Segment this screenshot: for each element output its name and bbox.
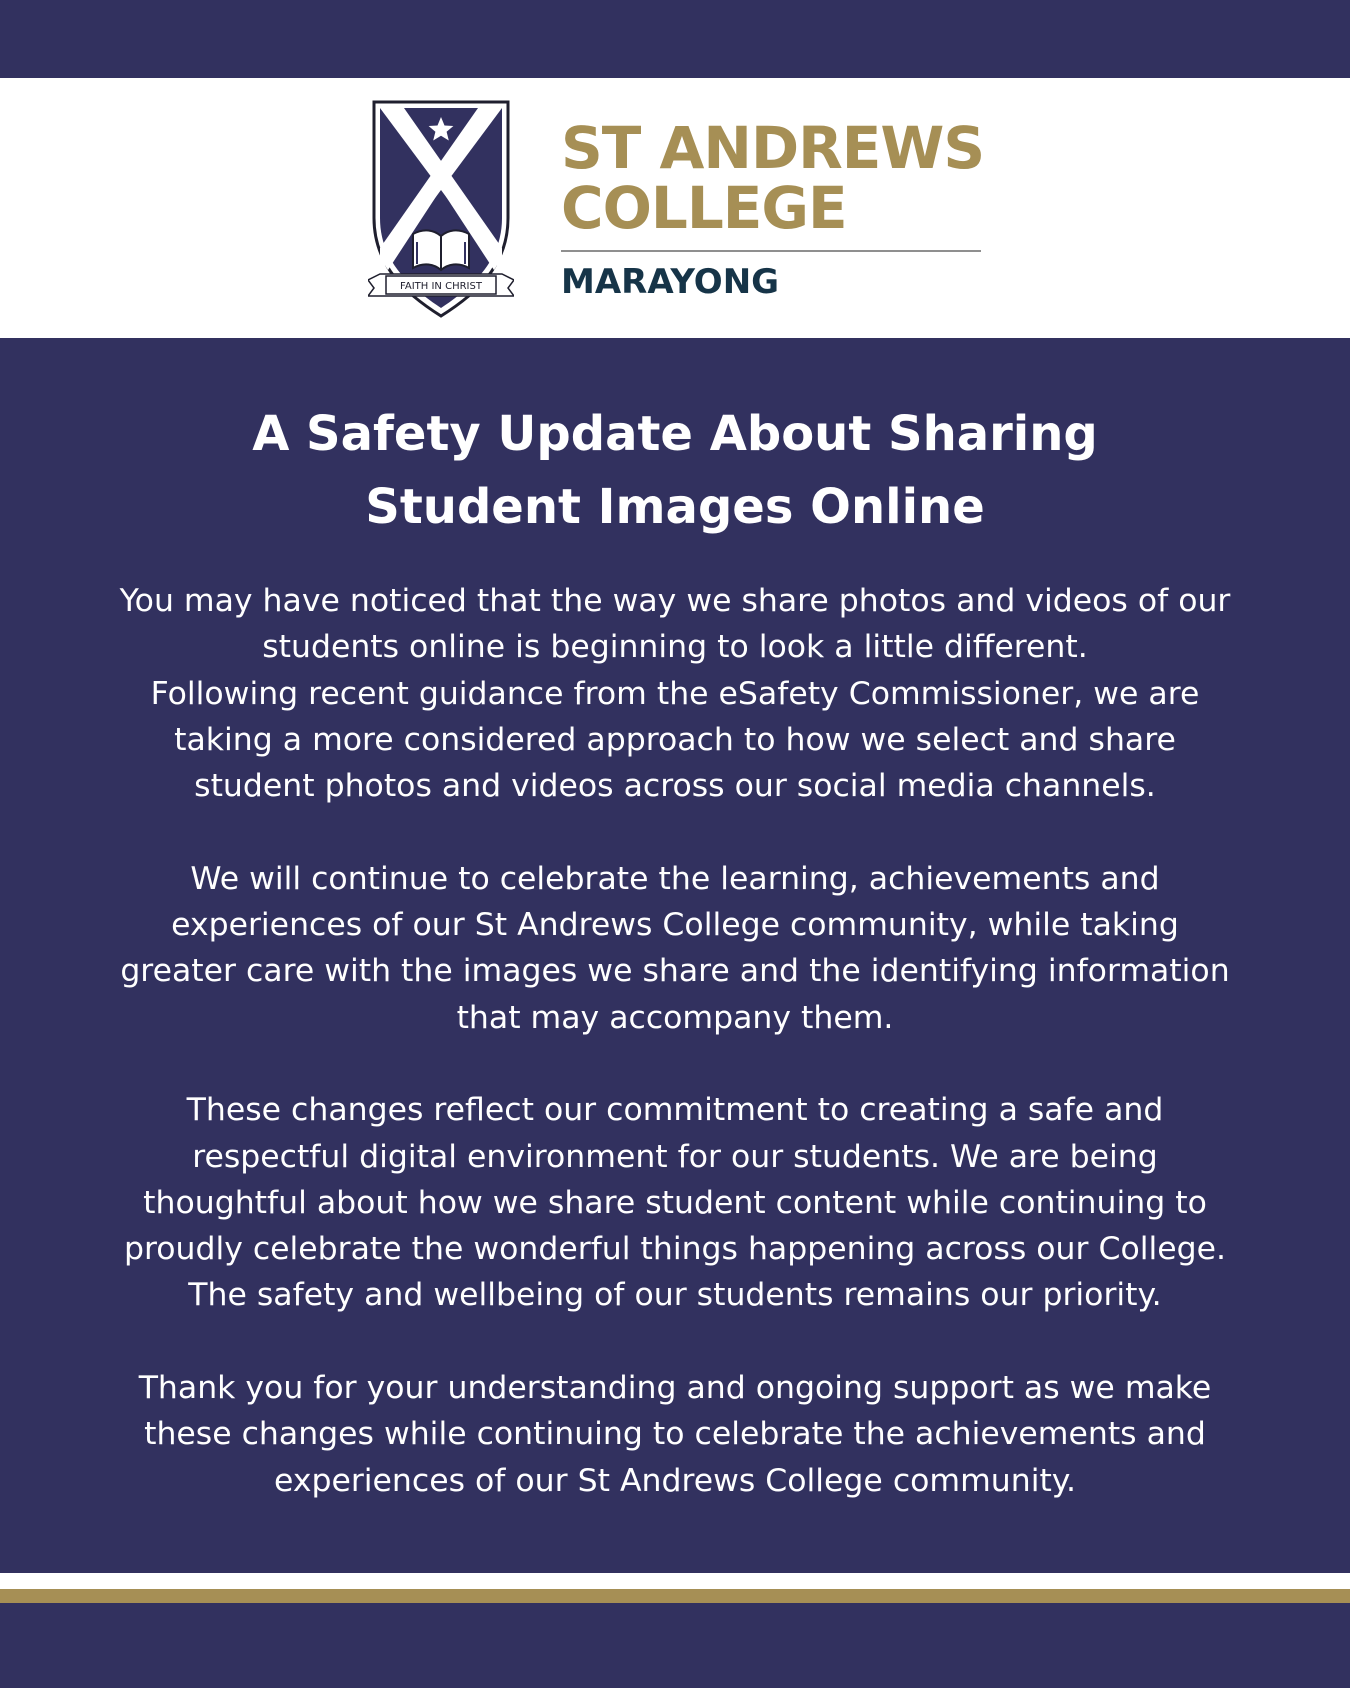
header-banner	[0, 78, 1350, 338]
paragraph-line: Thank you for your understanding and ongoing support as we make	[138, 1370, 1212, 1407]
paragraph-line: respectful digital environment for our students. We are being	[192, 1138, 1158, 1175]
wordmark-divider	[561, 250, 981, 252]
paragraph-2	[95, 856, 1255, 1041]
school-name-line1: ST ANDREWS	[561, 114, 985, 182]
paragraph-line: greater care with the images we share and the identifying information	[120, 953, 1230, 990]
paragraph-line: these changes while continuing to celebrate the achievements and	[144, 1416, 1206, 1453]
paragraph-3	[95, 1087, 1255, 1318]
paragraph-line: The safety and wellbeing of our students remains our priority.	[188, 1277, 1162, 1314]
announcement-body	[95, 578, 1255, 1504]
paragraph-line: students online is beginning to look a little different.	[262, 629, 1088, 666]
paragraph-line: that may accompany them.	[456, 999, 894, 1036]
college-crest	[368, 98, 514, 320]
footer-navy-band	[0, 1603, 1350, 1688]
paragraph-line: You may have noticed that the way we share photos and videos of our	[119, 583, 1231, 619]
paragraph-line: student photos and videos across our social media channels.	[194, 768, 1156, 805]
paragraph-4	[95, 1365, 1255, 1504]
paragraph-line: experiences of our St Andrews College community.	[274, 1462, 1076, 1499]
title-line: A Safety Update About Sharing	[252, 406, 1098, 462]
top-band	[0, 0, 1350, 78]
paragraph-line: We will continue to celebrate the learning, achievements and	[190, 860, 1160, 897]
paragraph-line: thoughtful about how we share student content while continuing to	[143, 1184, 1207, 1221]
paragraph-line: proudly celebrate the wonderful things happening across our College.	[123, 1231, 1227, 1268]
page-title	[100, 398, 1250, 544]
motto-ribbon	[368, 274, 514, 296]
book-icon	[413, 230, 469, 270]
campus-name: MARAYONG	[561, 262, 780, 302]
title-line: Student Images Online	[365, 479, 985, 535]
paragraph-1	[95, 578, 1255, 809]
college-wordmark	[561, 114, 985, 302]
school-name-line2: COLLEGE	[561, 174, 847, 242]
footer-white-stripe	[0, 1573, 1350, 1589]
crest-motto: FAITH IN CHRIST	[400, 281, 482, 292]
paragraph-line: These changes reflect our commitment to creating a safe and	[186, 1092, 1164, 1129]
announcement-panel	[0, 338, 1350, 1573]
paragraph-line: taking a more considered approach to how we select and share	[174, 721, 1176, 758]
paragraph-line: Following recent guidance from the eSafety Commissioner, we are	[150, 675, 1200, 712]
footer-gold-stripe	[0, 1589, 1350, 1603]
paragraph-line: experiences of our St Andrews College community, while taking	[171, 907, 1179, 944]
